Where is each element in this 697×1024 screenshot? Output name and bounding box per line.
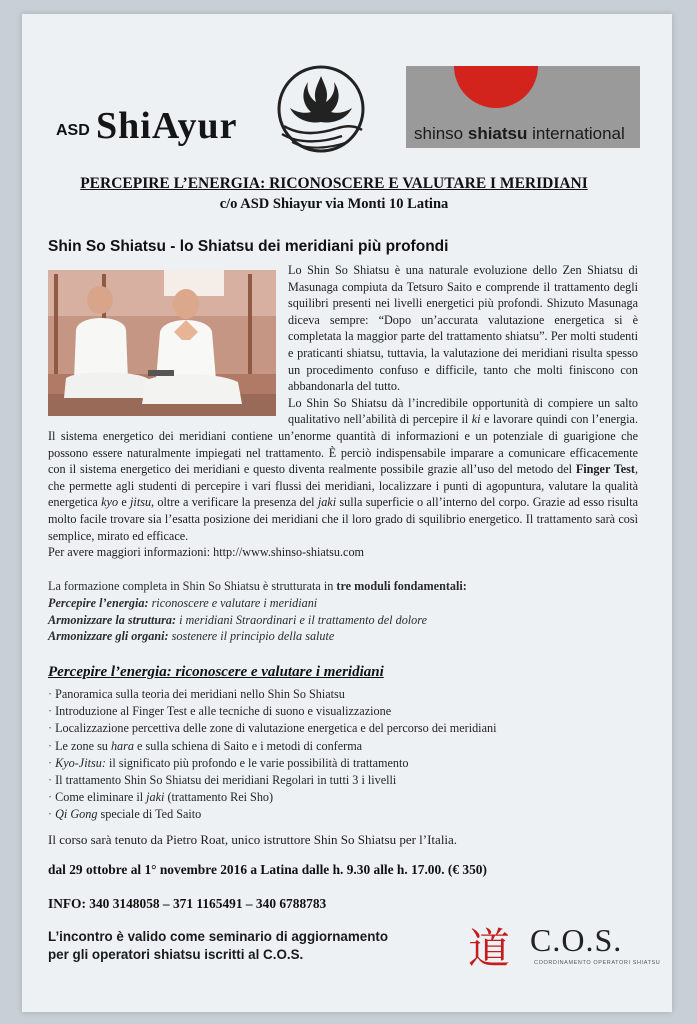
contact-info: INFO: 340 3148058 – 371 1165491 – 340 6788783 <box>48 896 327 911</box>
list-item: · Le zone su hara e sulla schiena di Saito e i metodi di conferma <box>48 738 638 755</box>
cos-name: C.O.S. <box>530 922 623 958</box>
list-item: · Introduzione al Finger Test e alle tecniche di suono e visualizzazione <box>48 703 638 720</box>
shinso-logo-text: shinso shiatsu international <box>414 124 625 143</box>
cos-logo <box>468 916 661 976</box>
intro-paragraph-2: Lo Shin So Shiatsu dà l’incredibile opportunità di compiere un salto qualitativo nell’abilità di percepire il ki e lavorare quindi con l’energia. Il sistema energetico dei meridiani contiene un’enorme quantità di informazioni e un potenziale di guarigione che possono essere naturalmente impiegati nel trattamento. È perciò indispensabile imparare a comunicare efficacemente con il sistema energetico dei meridiani e questo diventa realmente possibile grazie all’uso del metodo del Finger Test, che permette agli studenti di percepire i vari flussi dei meridiani, localizzare i punti di agopuntura, valutare la qualità energetica kyo e jitsu, oltre a verificare la presenza del jaki sulla superficie o all’interno del corpo. Grazie ad esso risulta molto facile trovare sia l’esatta posizione dei meridiani che il loro grado di squilibrio energetico. Il trattamento sarà così semplice, mirato ed efficace. <box>48 395 638 543</box>
list-item: · Qi Gong speciale di Ted Saito <box>48 806 638 823</box>
module-item: Armonizzare la struttura: i meridiani Straordinari e il trattamento del dolore <box>48 612 427 627</box>
venue-subtitle: c/o ASD Shiayur via Monti 10 Latina <box>219 196 449 212</box>
shiayur-emblem-icon <box>270 64 372 154</box>
teacher-line: Il corso sarà tenuto da Pietro Roat, unico istruttore Shin So Shiatsu per l’Italia. <box>48 832 458 847</box>
intro-body <box>48 262 638 561</box>
modules-list <box>48 578 638 645</box>
page-title: PERCEPIRE L’ENERGIA: RICONOSCERE E VALUTARE I MERIDIANI <box>80 175 588 192</box>
shinso-shiatsu-international-logo <box>406 66 640 148</box>
intro-paragraph-1: Lo Shin So Shiatsu è una naturale evoluzione dello Zen Shiatsu di Masunaga compiuta da Tetsuro Saito e comprende il trattamento degli squilibri presenti nei livelli energetici più profondi. Shizuto Masunaga diceva sempre: “Dopo un’accurata valutazione energetica si è completata la maggior parte del trattamento shiatsu”. Per molti studenti e praticanti shiatsu, tuttavia, la valutazione dei meridiani risulta spesso un procedimento confuso e difficile, tanto che molti finiscono con abbandonarla del tutto. <box>48 262 638 395</box>
header <box>56 64 656 164</box>
modules-intro: La formazione completa in Shin So Shiatsu è strutturata in tre moduli fondamentali: <box>48 579 467 593</box>
list-item: · Come eliminare il jaki (trattamento Rei Sho) <box>48 789 638 806</box>
course-dates: dal 29 ottobre al 1° novembre 2016 a Latina dalle h. 9.30 alle h. 17.00. (€ 350) <box>48 862 487 877</box>
validity-note: L’incontro è valido come seminario di aggiornamento per gli operatori shiatsu iscritti al C.O.S. <box>48 929 389 962</box>
course-photo <box>48 270 276 416</box>
list-item: · Kyo-Jitsu: il significato più profondo e le varie possibilità di trattamento <box>48 755 638 772</box>
shiayur-logo-text: ShiAyur <box>96 105 238 147</box>
dao-character-icon: 道 <box>468 924 511 973</box>
list-item: · Panoramica sulla teoria dei meridiani nello Shin So Shiatsu <box>48 686 638 703</box>
list-item: · Il trattamento Shin So Shiatsu dei meridiani Regolari in tutti 3 i livelli <box>48 772 638 789</box>
asd-label: ASD <box>56 122 90 139</box>
cos-subtitle: COORDINAMENTO OPERATORI SHIATSU <box>534 960 661 966</box>
rising-sun-icon <box>454 66 538 108</box>
list-item: · Localizzazione percettiva delle zone di valutazione energetica e del percorso dei meridiani <box>48 720 638 737</box>
section-title: Shin So Shiatsu - lo Shiatsu dei meridiani più profondi <box>48 238 449 255</box>
module-item: Percepire l’energia: riconoscere e valutare i meridiani <box>48 595 318 610</box>
course-title: Percepire l’energia: riconoscere e valutare i meridiani <box>48 664 384 680</box>
topics-list <box>48 686 638 824</box>
more-info-link[interactable]: Per avere maggiori informazioni: http://www.shinso-shiatsu.com <box>48 545 365 560</box>
module-item: Armonizzare gli organi: sostenere il principio della salute <box>48 629 335 644</box>
